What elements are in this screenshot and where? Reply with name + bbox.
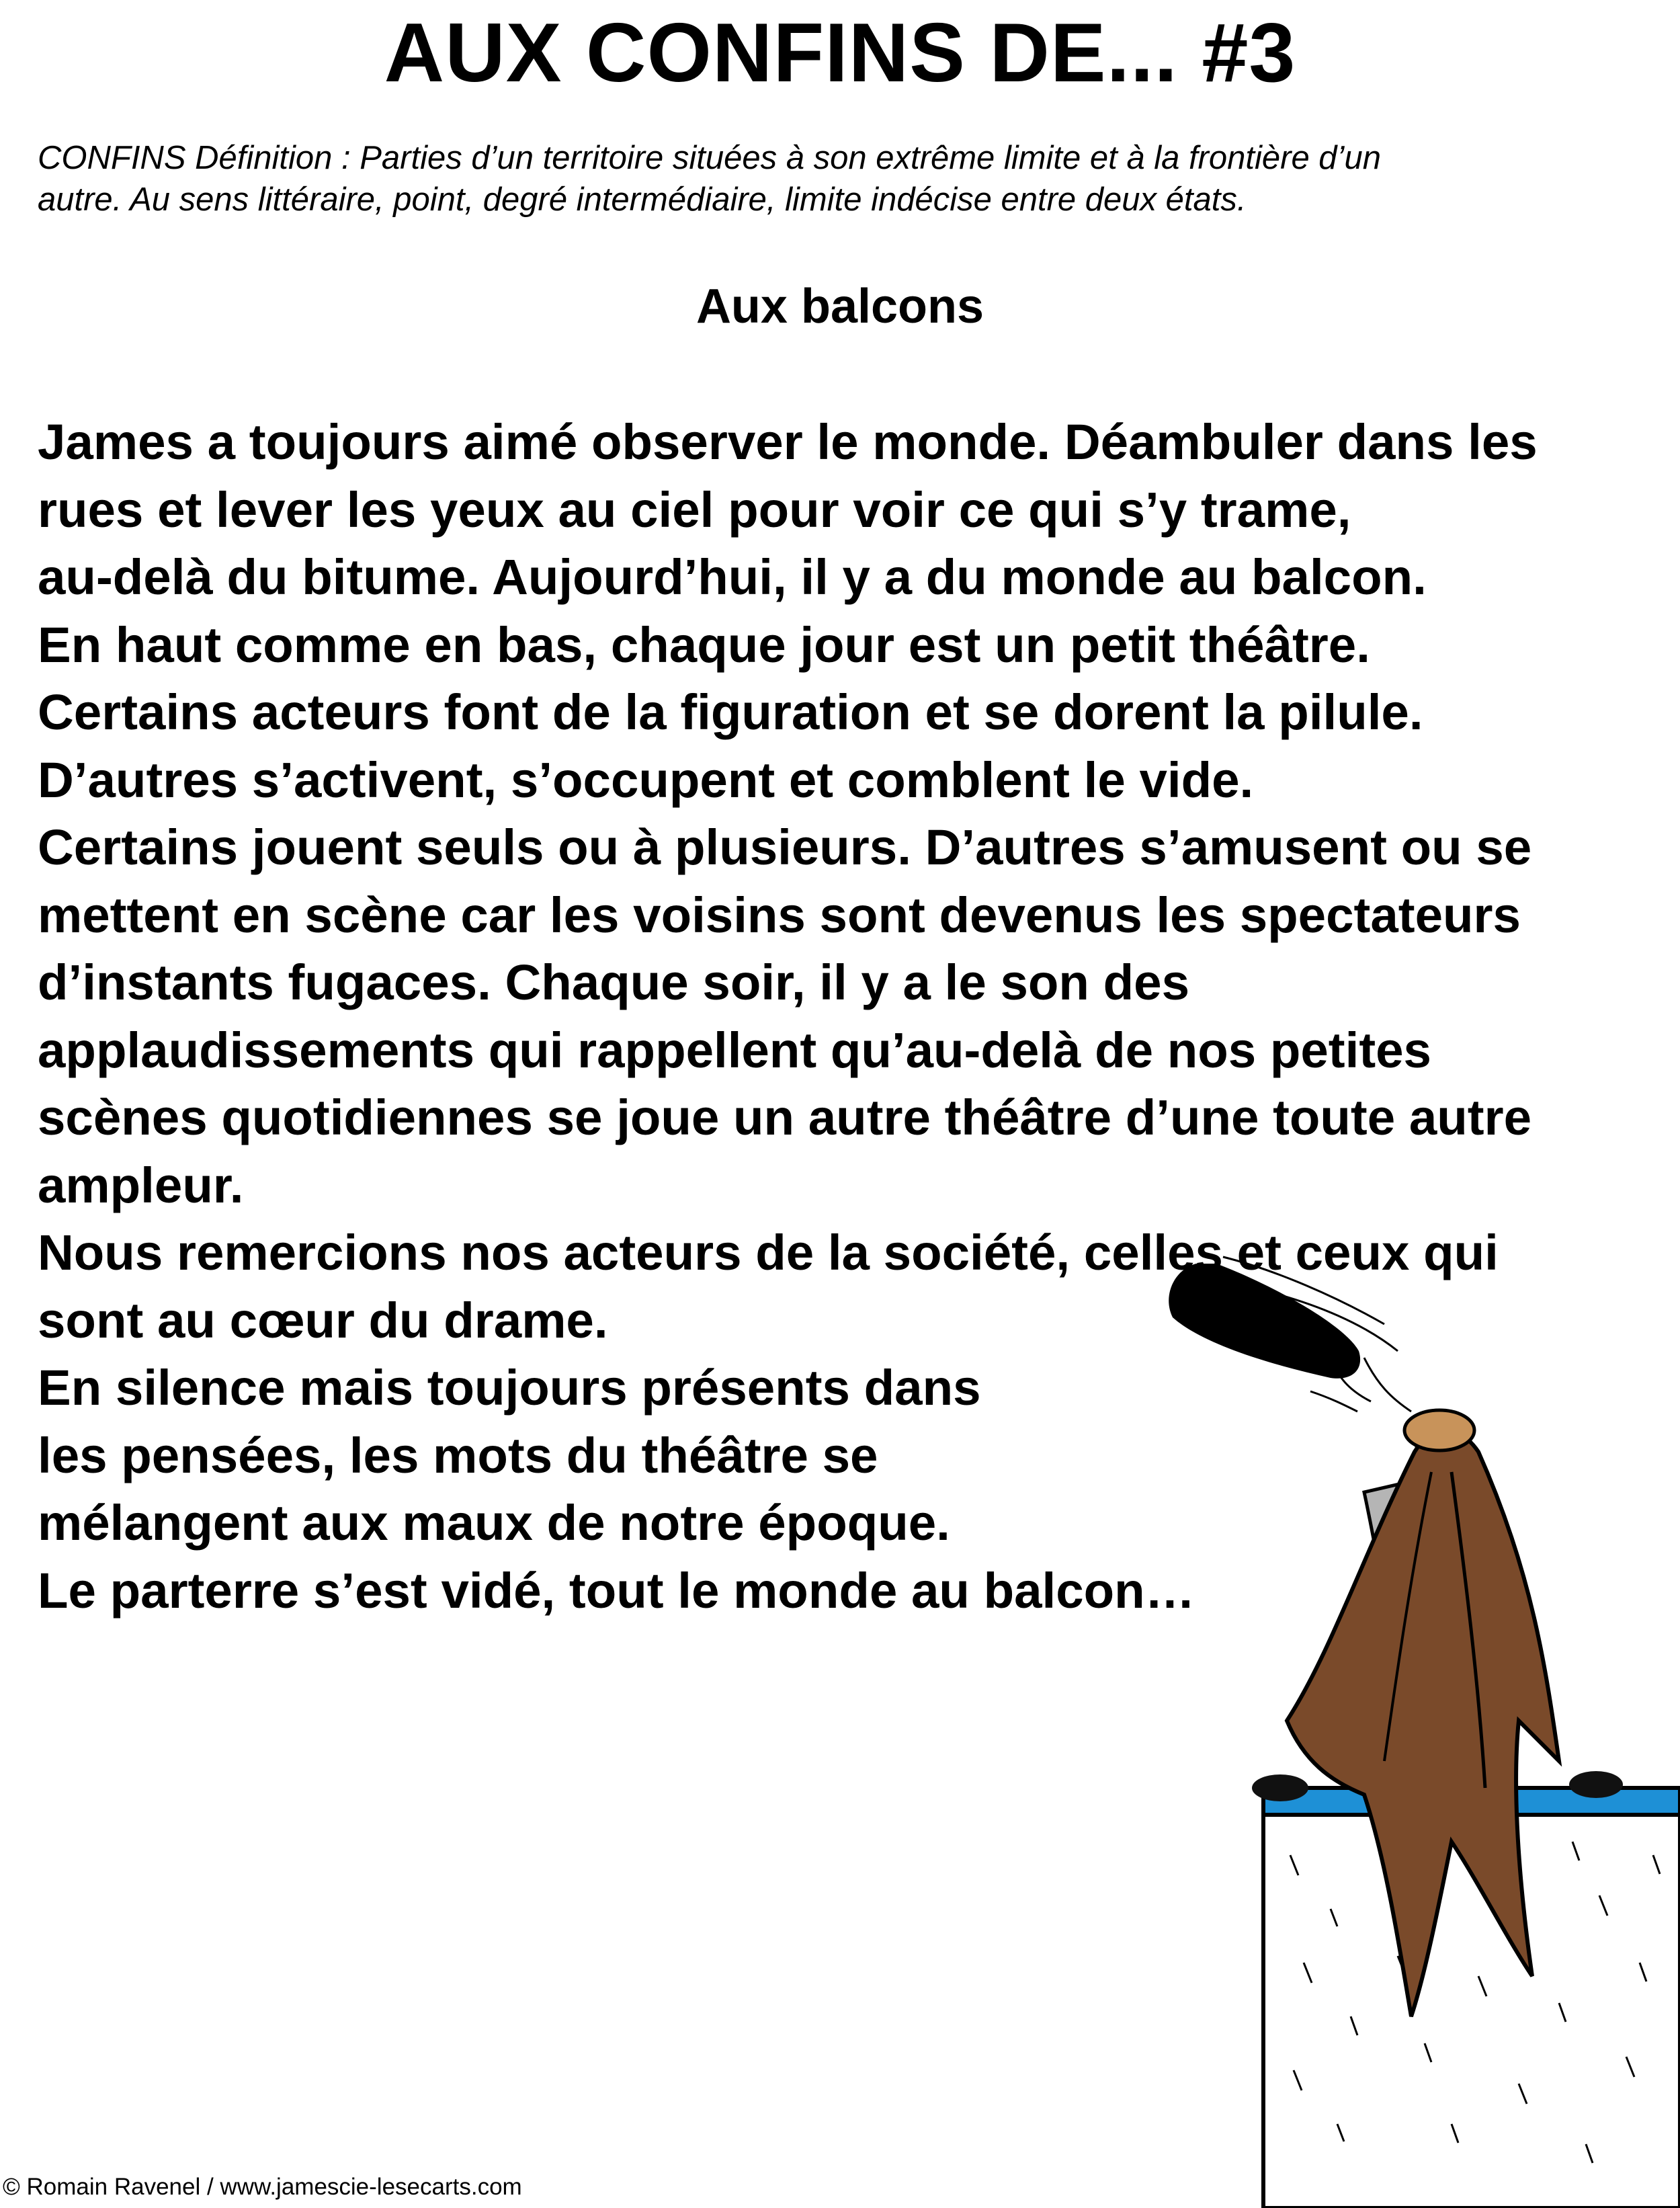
page-title: AUX CONFINS DE... #3 [384, 7, 1296, 99]
story-line: sont au cœur du drame. [38, 1292, 608, 1348]
definition-line: CONFINS Définition : Parties d’un territoire situées à son extrême limite et à la frontière d’un [38, 140, 1381, 176]
definition-line: autre. Au sens littéraire, point, degré intermédiaire, limite indécise entre deux états. [38, 181, 1247, 218]
story-line: mélangent aux maux de notre époque. [38, 1495, 950, 1551]
james-balcony-illustration [1048, 1250, 1680, 2208]
head [1404, 1410, 1474, 1450]
story-subtitle: Aux balcons [696, 280, 984, 333]
story-line: d’instants fugaces. Chaque soir, il y a le son des [38, 954, 1190, 1010]
story-line: les pensées, les mots du théâtre se [38, 1427, 878, 1483]
story-line: En haut comme en bas, chaque jour est un petit théâtre. [38, 616, 1370, 673]
right-hand [1569, 1771, 1623, 1798]
story-line: D’autres s’activent, s’occupent et comblent le vide. [38, 751, 1254, 808]
story-line: Le parterre s’est vidé, tout le monde au balcon… [38, 1562, 1195, 1619]
story-line: Certains jouent seuls ou à plusieurs. D’autres s’amusent ou se [38, 819, 1532, 875]
story-line: James a toujours aimé observer le monde. Déambuler dans les [38, 414, 1538, 470]
left-hand [1252, 1774, 1308, 1801]
story-line: au-delà du bitume. Aujourd’hui, il y a du monde au balcon. [38, 549, 1427, 605]
story-line: Certains acteurs font de la figuration et se dorent la pilule. [38, 684, 1423, 740]
definition-text [38, 137, 1650, 220]
story-line: rues et lever les yeux au ciel pour voir ce qui s’y trame, [38, 481, 1351, 538]
story-line: mettent en scène car les voisins sont devenus les spectateurs [38, 887, 1521, 943]
story-line: ampleur. [38, 1157, 244, 1213]
story-line: Nous remercions nos acteurs de la société, celles et ceux qui [38, 1225, 1499, 1280]
story-line: scènes quotidiennes se joue un autre théâtre d’une toute autre [38, 1090, 1532, 1145]
spyglass-icon [1169, 1264, 1360, 1379]
copyright-footer: © Romain Ravenel / www.jamescie-lesecarts.com [3, 2174, 522, 2200]
story-line: En silence mais toujours présents dans [38, 1360, 981, 1416]
story-line: applaudissements qui rappellent qu’au-delà de nos petites [38, 1022, 1431, 1078]
